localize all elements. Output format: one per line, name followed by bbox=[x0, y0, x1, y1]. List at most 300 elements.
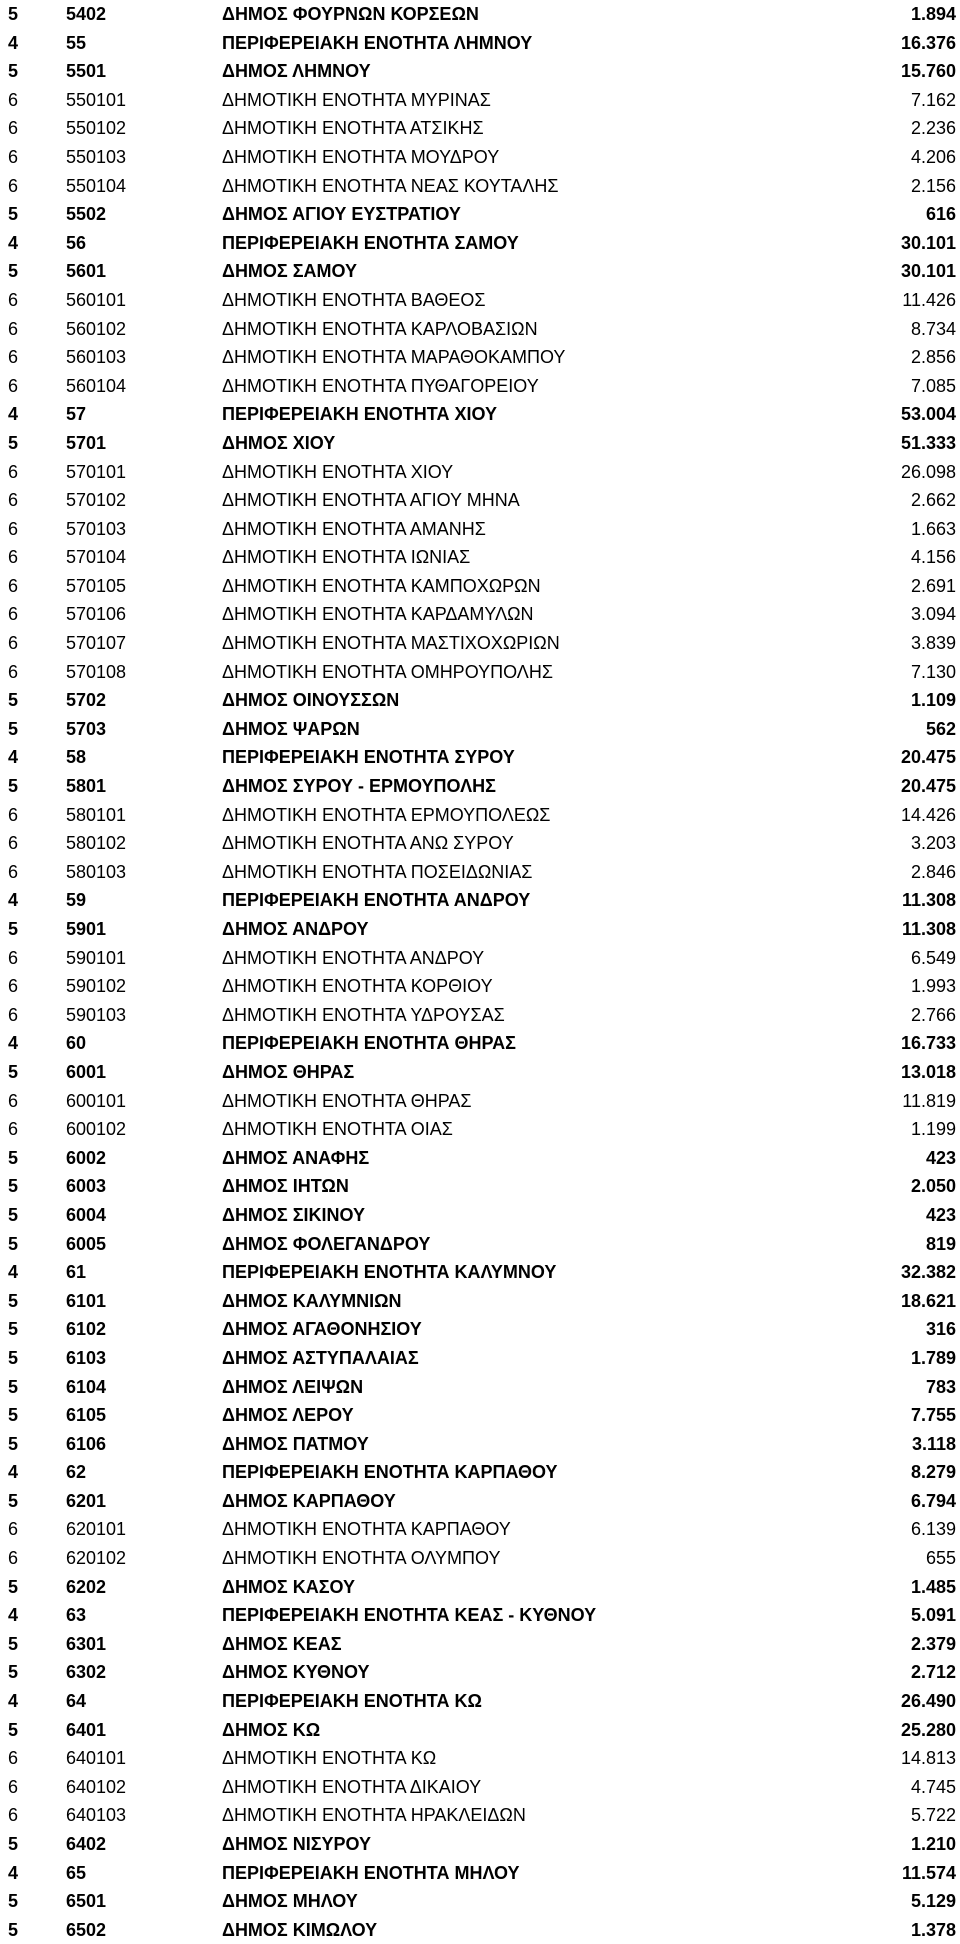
table-row bbox=[0, 1430, 960, 1459]
level-cell: 4 bbox=[8, 1262, 19, 1283]
code-cell: 6402 bbox=[66, 1834, 107, 1854]
table-row bbox=[0, 257, 960, 286]
code-cell: 5701 bbox=[66, 432, 107, 453]
level-cell: 5 bbox=[8, 1891, 19, 1912]
value-cell: 13.018 bbox=[900, 1061, 956, 1082]
value-cell: 1.663 bbox=[910, 518, 956, 539]
level-cell: 5 bbox=[8, 1919, 19, 1940]
code-cell: 590101 bbox=[66, 947, 127, 968]
level-cell: 4 bbox=[8, 1605, 19, 1626]
value-cell: 3.094 bbox=[910, 604, 956, 625]
code-cell: 6105 bbox=[66, 1405, 107, 1426]
code-cell: 5402 bbox=[66, 4, 107, 24]
table-row bbox=[0, 1029, 960, 1058]
value-cell: 5.722 bbox=[910, 1805, 956, 1826]
value-cell: 7.130 bbox=[910, 661, 956, 682]
value-cell: 2.236 bbox=[910, 118, 956, 139]
table-row bbox=[0, 1573, 960, 1602]
name-cell: ΔΗΜΟΣ ΣΑΜΟΥ bbox=[222, 261, 358, 282]
value-cell: 30.101 bbox=[900, 232, 956, 253]
value-cell: 1.109 bbox=[910, 690, 956, 711]
name-cell: ΠΕΡΙΦΕΡΕΙΑΚΗ ΕΝΟΤΗΤΑ ΣΑΜΟΥ bbox=[222, 232, 519, 253]
name-cell: ΔΗΜΟΣ ΜΗΛΟΥ bbox=[222, 1891, 358, 1912]
table-row bbox=[0, 600, 960, 629]
code-cell: 550103 bbox=[66, 146, 127, 167]
level-cell: 5 bbox=[8, 1576, 19, 1597]
name-cell: ΔΗΜΟΣ ΘΗΡΑΣ bbox=[222, 1061, 355, 1082]
name-cell: ΔΗΜΟΤΙΚΗ ΕΝΟΤΗΤΑ ΒΑΘΕΟΣ bbox=[222, 289, 486, 310]
level-cell: 6 bbox=[8, 861, 19, 882]
name-cell: ΔΗΜΟΣ ΨΑΡΩΝ bbox=[222, 718, 360, 739]
value-cell: 2.379 bbox=[910, 1633, 956, 1654]
code-cell: 6102 bbox=[66, 1319, 107, 1340]
table-row bbox=[0, 1001, 960, 1030]
code-cell: 570104 bbox=[66, 547, 127, 568]
name-cell: ΔΗΜΟΣ ΑΝΔΡΟΥ bbox=[222, 919, 369, 939]
level-cell: 6 bbox=[8, 661, 19, 682]
table-row bbox=[0, 1687, 960, 1716]
level-cell: 5 bbox=[8, 1490, 19, 1511]
code-cell: 61 bbox=[66, 1262, 87, 1283]
value-cell: 1.210 bbox=[910, 1834, 956, 1854]
value-cell: 2.691 bbox=[910, 575, 956, 596]
level-cell: 5 bbox=[8, 1347, 19, 1368]
code-cell: 5501 bbox=[66, 61, 107, 82]
code-cell: 640102 bbox=[66, 1776, 127, 1797]
value-cell: 20.475 bbox=[900, 747, 956, 768]
name-cell: ΔΗΜΟΣ ΠΑΤΜΟΥ bbox=[222, 1433, 369, 1454]
value-cell: 11.308 bbox=[901, 890, 956, 911]
table-row bbox=[0, 1630, 960, 1659]
table-row bbox=[0, 0, 960, 29]
code-cell: 5601 bbox=[66, 261, 107, 282]
code-cell: 62 bbox=[66, 1462, 87, 1483]
name-cell: ΔΗΜΟΤΙΚΗ ΕΝΟΤΗΤΑ ΚΑΡΔΑΜΥΛΩΝ bbox=[222, 604, 534, 625]
table-row bbox=[0, 200, 960, 229]
name-cell: ΔΗΜΟΤΙΚΗ ΕΝΟΤΗΤΑ ΧΙΟΥ bbox=[222, 461, 454, 482]
code-cell: 56 bbox=[66, 232, 87, 253]
value-cell: 4.745 bbox=[910, 1776, 956, 1797]
table-row bbox=[0, 1887, 960, 1916]
value-cell: 5.129 bbox=[910, 1891, 956, 1912]
name-cell: ΠΕΡΙΦΕΡΕΙΑΚΗ ΕΝΟΤΗΤΑ ΚΕΑΣ - ΚΥΘΝΟΥ bbox=[222, 1605, 597, 1626]
value-cell: 1.378 bbox=[910, 1919, 956, 1940]
level-cell: 5 bbox=[8, 1061, 19, 1082]
table-row bbox=[0, 772, 960, 801]
table-row bbox=[0, 400, 960, 429]
table-row bbox=[0, 1115, 960, 1144]
table-row bbox=[0, 372, 960, 401]
name-cell: ΔΗΜΟΤΙΚΗ ΕΝΟΤΗΤΑ ΚΟΡΘΙΟΥ bbox=[222, 976, 493, 997]
level-cell: 6 bbox=[8, 175, 19, 196]
value-cell: 1.485 bbox=[910, 1576, 956, 1597]
table-row bbox=[0, 1487, 960, 1516]
level-cell: 5 bbox=[8, 1319, 19, 1340]
code-cell: 65 bbox=[66, 1862, 87, 1883]
value-cell: 16.733 bbox=[900, 1033, 956, 1054]
level-cell: 5 bbox=[8, 1662, 19, 1683]
name-cell: ΠΕΡΙΦΕΡΕΙΑΚΗ ΕΝΟΤΗΤΑ ΣΥΡΟΥ bbox=[222, 747, 515, 768]
name-cell: ΔΗΜΟΤΙΚΗ ΕΝΟΤΗΤΑ ΗΡΑΚΛΕΙΔΩΝ bbox=[222, 1805, 526, 1826]
code-cell: 6101 bbox=[66, 1290, 107, 1311]
name-cell: ΔΗΜΟΤΙΚΗ ΕΝΟΤΗΤΑ ΘΗΡΑΣ bbox=[222, 1090, 472, 1111]
name-cell: ΔΗΜΟΣ ΛΕΙΨΩΝ bbox=[222, 1376, 364, 1397]
table-row bbox=[0, 629, 960, 658]
level-cell: 6 bbox=[8, 804, 19, 825]
value-cell: 3.118 bbox=[911, 1433, 956, 1454]
code-cell: 570102 bbox=[66, 490, 127, 511]
level-cell: 6 bbox=[8, 547, 19, 568]
level-cell: 5 bbox=[8, 1633, 19, 1654]
name-cell: ΔΗΜΟΤΙΚΗ ΕΝΟΤΗΤΑ ΟΛΥΜΠΟΥ bbox=[222, 1548, 501, 1569]
name-cell: ΔΗΜΟΤΙΚΗ ΕΝΟΤΗΤΑ ΙΩΝΙΑΣ bbox=[222, 547, 471, 568]
level-cell: 4 bbox=[8, 404, 19, 425]
name-cell: ΔΗΜΟΣ ΟΙΝΟΥΣΣΩΝ bbox=[222, 690, 400, 711]
name-cell: ΔΗΜΟΤΙΚΗ ΕΝΟΤΗΤΑ ΑΝΩ ΣΥΡΟΥ bbox=[222, 833, 514, 854]
level-cell: 5 bbox=[8, 776, 19, 797]
value-cell: 616 bbox=[925, 204, 956, 225]
level-cell: 4 bbox=[8, 747, 19, 768]
level-cell: 5 bbox=[8, 1290, 19, 1311]
table-row bbox=[0, 1172, 960, 1201]
name-cell: ΔΗΜΟΤΙΚΗ ΕΝΟΤΗΤΑ ΔΙΚΑΙΟΥ bbox=[222, 1776, 482, 1797]
level-cell: 6 bbox=[8, 1090, 19, 1111]
level-cell: 5 bbox=[8, 432, 19, 453]
name-cell: ΔΗΜΟΤΙΚΗ ΕΝΟΤΗΤΑ ΥΔΡΟΥΣΑΣ bbox=[222, 1004, 505, 1025]
name-cell: ΠΕΡΙΦΕΡΕΙΑΚΗ ΕΝΟΤΗΤΑ ΚΑΡΠΑΘΟΥ bbox=[222, 1462, 558, 1483]
table-row bbox=[0, 1544, 960, 1573]
code-cell: 580102 bbox=[66, 833, 127, 854]
code-cell: 570101 bbox=[66, 461, 127, 482]
name-cell: ΔΗΜΟΤΙΚΗ ΕΝΟΤΗΤΑ ΚΑΜΠΟΧΩΡΩΝ bbox=[222, 575, 541, 596]
value-cell: 4.156 bbox=[910, 547, 956, 568]
table-row bbox=[0, 686, 960, 715]
level-cell: 5 bbox=[8, 1176, 19, 1197]
value-cell: 2.156 bbox=[910, 175, 956, 196]
code-cell: 6103 bbox=[66, 1347, 107, 1368]
level-cell: 6 bbox=[8, 833, 19, 854]
name-cell: ΔΗΜΟΤΙΚΗ ΕΝΟΤΗΤΑ ΑΤΣΙΚΗΣ bbox=[222, 118, 484, 139]
value-cell: 2.856 bbox=[910, 347, 956, 368]
level-cell: 6 bbox=[8, 604, 19, 625]
code-cell: 5801 bbox=[66, 776, 107, 797]
level-cell: 6 bbox=[8, 89, 19, 110]
table-row bbox=[0, 486, 960, 515]
table-row bbox=[0, 1716, 960, 1745]
value-cell: 423 bbox=[925, 1204, 956, 1225]
table-row bbox=[0, 1258, 960, 1287]
table-row bbox=[0, 343, 960, 372]
table-row bbox=[0, 572, 960, 601]
name-cell: ΔΗΜΟΣ ΑΓΑΘΟΝΗΣΙΟΥ bbox=[222, 1319, 422, 1340]
table-row bbox=[0, 1601, 960, 1630]
code-cell: 6401 bbox=[66, 1719, 107, 1740]
code-cell: 570108 bbox=[66, 661, 127, 682]
name-cell: ΠΕΡΙΦΕΡΕΙΑΚΗ ΕΝΟΤΗΤΑ ΚΑΛΥΜΝΟΥ bbox=[222, 1262, 557, 1283]
level-cell: 6 bbox=[8, 976, 19, 997]
table-row bbox=[0, 715, 960, 744]
table-row bbox=[0, 1744, 960, 1773]
code-cell: 620102 bbox=[66, 1548, 127, 1569]
value-cell: 655 bbox=[925, 1548, 956, 1569]
level-cell: 5 bbox=[8, 1233, 19, 1254]
level-cell: 6 bbox=[8, 633, 19, 654]
table-row bbox=[0, 1658, 960, 1687]
code-cell: 600102 bbox=[66, 1119, 127, 1140]
name-cell: ΔΗΜΟΤΙΚΗ ΕΝΟΤΗΤΑ ΜΟΥΔΡΟΥ bbox=[222, 146, 500, 167]
value-cell: 53.004 bbox=[900, 404, 956, 425]
code-cell: 6106 bbox=[66, 1433, 107, 1454]
table-row bbox=[0, 743, 960, 772]
table-row bbox=[0, 915, 960, 944]
value-cell: 562 bbox=[925, 718, 956, 739]
table-row bbox=[0, 543, 960, 572]
code-cell: 590102 bbox=[66, 976, 127, 997]
code-cell: 6502 bbox=[66, 1919, 107, 1940]
name-cell: ΔΗΜΟΣ ΚΑΣΟΥ bbox=[222, 1576, 356, 1597]
level-cell: 4 bbox=[8, 1691, 19, 1712]
table-row bbox=[0, 1916, 960, 1944]
name-cell: ΔΗΜΟΤΙΚΗ ΕΝΟΤΗΤΑ ΝΕΑΣ ΚΟΥΤΑΛΗΣ bbox=[222, 175, 559, 196]
name-cell: ΔΗΜΟΤΙΚΗ ΕΝΟΤΗΤΑ ΑΝΔΡΟΥ bbox=[222, 947, 485, 968]
value-cell: 783 bbox=[925, 1376, 956, 1397]
name-cell: ΔΗΜΟΤΙΚΗ ΕΝΟΤΗΤΑ ΜΑΡΑΘΟΚΑΜΠΟΥ bbox=[222, 347, 566, 368]
table-row bbox=[0, 972, 960, 1001]
value-cell: 3.839 bbox=[910, 633, 956, 654]
level-cell: 5 bbox=[8, 1376, 19, 1397]
level-cell: 4 bbox=[8, 1033, 19, 1054]
table-row bbox=[0, 458, 960, 487]
code-cell: 640101 bbox=[66, 1748, 127, 1769]
table-row bbox=[0, 1373, 960, 1402]
name-cell: ΔΗΜΟΤΙΚΗ ΕΝΟΤΗΤΑ ΜΥΡΙΝΑΣ bbox=[222, 89, 491, 110]
code-cell: 58 bbox=[66, 747, 87, 768]
level-cell: 6 bbox=[8, 1748, 19, 1769]
table-row bbox=[0, 1144, 960, 1173]
table-row bbox=[0, 1087, 960, 1116]
value-cell: 7.162 bbox=[910, 89, 956, 110]
value-cell: 7.755 bbox=[910, 1405, 956, 1426]
table-row bbox=[0, 86, 960, 115]
table-row bbox=[0, 1859, 960, 1888]
value-cell: 20.475 bbox=[900, 776, 956, 797]
level-cell: 4 bbox=[8, 1462, 19, 1483]
name-cell: ΔΗΜΟΤΙΚΗ ΕΝΟΤΗΤΑ ΕΡΜΟΥΠΟΛΕΩΣ bbox=[222, 804, 551, 825]
name-cell: ΔΗΜΟΣ ΑΓΙΟΥ ΕΥΣΤΡΑΤΙΟΥ bbox=[222, 204, 461, 225]
name-cell: ΔΗΜΟΣ ΚΥΘΝΟΥ bbox=[222, 1662, 370, 1683]
code-cell: 590103 bbox=[66, 1004, 127, 1025]
level-cell: 6 bbox=[8, 490, 19, 511]
name-cell: ΔΗΜΟΤΙΚΗ ΕΝΟΤΗΤΑ ΑΜΑΝΗΣ bbox=[222, 518, 486, 539]
value-cell: 2.050 bbox=[910, 1176, 956, 1197]
value-cell: 6.794 bbox=[910, 1490, 956, 1511]
name-cell: ΔΗΜΟΣ ΝΙΣΥΡΟΥ bbox=[222, 1834, 372, 1854]
code-cell: 6104 bbox=[66, 1376, 107, 1397]
level-cell: 5 bbox=[8, 919, 19, 939]
name-cell: ΔΗΜΟΣ ΚΙΜΩΛΟΥ bbox=[222, 1919, 378, 1940]
value-cell: 26.490 bbox=[900, 1691, 956, 1712]
code-cell: 5702 bbox=[66, 690, 107, 711]
table-row bbox=[0, 114, 960, 143]
code-cell: 570105 bbox=[66, 575, 127, 596]
code-cell: 600101 bbox=[66, 1090, 127, 1111]
name-cell: ΔΗΜΟΤΙΚΗ ΕΝΟΤΗΤΑ ΠΟΣΕΙΔΩΝΙΑΣ bbox=[222, 861, 533, 882]
code-cell: 5901 bbox=[66, 919, 107, 939]
table-row bbox=[0, 57, 960, 86]
table-row bbox=[0, 229, 960, 258]
code-cell: 6302 bbox=[66, 1662, 107, 1683]
value-cell: 32.382 bbox=[900, 1262, 956, 1283]
value-cell: 819 bbox=[925, 1233, 956, 1254]
name-cell: ΔΗΜΟΣ ΑΣΤΥΠΑΛΑΙΑΣ bbox=[222, 1347, 419, 1368]
level-cell: 6 bbox=[8, 1519, 19, 1540]
value-cell: 3.203 bbox=[910, 833, 956, 854]
table-row bbox=[0, 858, 960, 887]
level-cell: 6 bbox=[8, 575, 19, 596]
code-cell: 580103 bbox=[66, 861, 127, 882]
value-cell: 4.206 bbox=[910, 146, 956, 167]
code-cell: 60 bbox=[66, 1033, 87, 1054]
level-cell: 6 bbox=[8, 1805, 19, 1826]
name-cell: ΔΗΜΟΣ ΚΩ bbox=[222, 1719, 321, 1740]
code-cell: 560103 bbox=[66, 347, 127, 368]
name-cell: ΠΕΡΙΦΕΡΕΙΑΚΗ ΕΝΟΤΗΤΑ ΛΗΜΝΟΥ bbox=[222, 32, 533, 53]
code-cell: 6003 bbox=[66, 1176, 107, 1197]
value-cell: 8.734 bbox=[910, 318, 956, 339]
name-cell: ΠΕΡΙΦΕΡΕΙΑΚΗ ΕΝΟΤΗΤΑ ΧΙΟΥ bbox=[222, 404, 497, 425]
value-cell: 15.760 bbox=[900, 61, 956, 82]
code-cell: 59 bbox=[66, 890, 87, 911]
table-row bbox=[0, 1344, 960, 1373]
name-cell: ΔΗΜΟΣ ΦΟΥΡΝΩΝ ΚΟΡΣΕΩΝ bbox=[222, 4, 479, 24]
name-cell: ΔΗΜΟΣ ΧΙΟΥ bbox=[222, 432, 336, 453]
table-row bbox=[0, 658, 960, 687]
value-cell: 6.139 bbox=[910, 1519, 956, 1540]
table-row bbox=[0, 1515, 960, 1544]
table-row bbox=[0, 1058, 960, 1087]
code-cell: 560104 bbox=[66, 375, 127, 396]
name-cell: ΔΗΜΟΤΙΚΗ ΕΝΟΤΗΤΑ ΠΥΘΑΓΟΡΕΙΟΥ bbox=[222, 375, 539, 396]
code-cell: 57 bbox=[66, 404, 87, 425]
level-cell: 5 bbox=[8, 204, 19, 225]
code-cell: 6005 bbox=[66, 1233, 107, 1254]
code-cell: 63 bbox=[66, 1605, 87, 1626]
value-cell: 11.426 bbox=[902, 289, 956, 310]
code-cell: 64 bbox=[66, 1691, 87, 1712]
name-cell: ΔΗΜΟΣ ΚΑΡΠΑΘΟΥ bbox=[222, 1490, 396, 1511]
code-cell: 620101 bbox=[66, 1519, 127, 1540]
level-cell: 5 bbox=[8, 1433, 19, 1454]
code-cell: 6002 bbox=[66, 1147, 107, 1168]
value-cell: 1.199 bbox=[910, 1119, 956, 1140]
table-row bbox=[0, 1801, 960, 1830]
table-row bbox=[0, 1201, 960, 1230]
table-row bbox=[0, 801, 960, 830]
level-cell: 5 bbox=[8, 1405, 19, 1426]
level-cell: 4 bbox=[8, 32, 19, 53]
value-cell: 7.085 bbox=[910, 375, 956, 396]
code-cell: 560102 bbox=[66, 318, 127, 339]
table-row bbox=[0, 143, 960, 172]
table-row bbox=[0, 1315, 960, 1344]
value-cell: 51.333 bbox=[900, 432, 956, 453]
level-cell: 4 bbox=[8, 232, 19, 253]
level-cell: 6 bbox=[8, 347, 19, 368]
name-cell: ΔΗΜΟΣ ΣΥΡΟΥ - ΕΡΜΟΥΠΟΛΗΣ bbox=[222, 776, 496, 797]
code-cell: 550101 bbox=[66, 89, 127, 110]
table-row bbox=[0, 1401, 960, 1430]
value-cell: 8.279 bbox=[910, 1462, 956, 1483]
value-cell: 2.766 bbox=[910, 1004, 956, 1025]
table-row bbox=[0, 1287, 960, 1316]
table-row bbox=[0, 944, 960, 973]
value-cell: 2.712 bbox=[910, 1662, 956, 1683]
level-cell: 6 bbox=[8, 146, 19, 167]
code-cell: 6202 bbox=[66, 1576, 107, 1597]
code-cell: 6201 bbox=[66, 1490, 107, 1511]
code-cell: 560101 bbox=[66, 289, 127, 310]
level-cell: 5 bbox=[8, 1834, 19, 1854]
level-cell: 6 bbox=[8, 118, 19, 139]
name-cell: ΔΗΜΟΤΙΚΗ ΕΝΟΤΗΤΑ ΚΩ bbox=[222, 1748, 437, 1769]
code-cell: 570106 bbox=[66, 604, 127, 625]
name-cell: ΠΕΡΙΦΕΡΕΙΑΚΗ ΕΝΟΤΗΤΑ ΘΗΡΑΣ bbox=[222, 1033, 516, 1054]
value-cell: 316 bbox=[925, 1319, 956, 1340]
code-cell: 640103 bbox=[66, 1805, 127, 1826]
level-cell: 5 bbox=[8, 718, 19, 739]
name-cell: ΔΗΜΟΣ ΙΗΤΩΝ bbox=[222, 1176, 349, 1197]
value-cell: 6.549 bbox=[910, 947, 956, 968]
name-cell: ΠΕΡΙΦΕΡΕΙΑΚΗ ΕΝΟΤΗΤΑ ΚΩ bbox=[222, 1691, 482, 1712]
name-cell: ΔΗΜΟΣ ΛΗΜΝΟΥ bbox=[222, 61, 371, 82]
value-cell: 1.993 bbox=[910, 976, 956, 997]
code-cell: 55 bbox=[66, 32, 87, 53]
table-row bbox=[0, 172, 960, 201]
level-cell: 5 bbox=[8, 690, 19, 711]
level-cell: 5 bbox=[8, 1719, 19, 1740]
code-cell: 5703 bbox=[66, 718, 107, 739]
value-cell: 14.426 bbox=[900, 804, 956, 825]
value-cell: 26.098 bbox=[900, 461, 956, 482]
code-cell: 570103 bbox=[66, 518, 127, 539]
value-cell: 423 bbox=[925, 1147, 956, 1168]
level-cell: 5 bbox=[8, 4, 19, 24]
level-cell: 6 bbox=[8, 518, 19, 539]
table-row bbox=[0, 286, 960, 315]
table-row bbox=[0, 315, 960, 344]
table-row bbox=[0, 1830, 960, 1859]
level-cell: 6 bbox=[8, 289, 19, 310]
table-row bbox=[0, 515, 960, 544]
level-cell: 5 bbox=[8, 1204, 19, 1225]
code-cell: 550102 bbox=[66, 118, 127, 139]
code-cell: 6004 bbox=[66, 1204, 107, 1225]
level-cell: 6 bbox=[8, 375, 19, 396]
level-cell: 6 bbox=[8, 947, 19, 968]
level-cell: 6 bbox=[8, 1548, 19, 1569]
name-cell: ΔΗΜΟΤΙΚΗ ΕΝΟΤΗΤΑ ΚΑΡΠΑΘΟΥ bbox=[222, 1519, 511, 1540]
name-cell: ΔΗΜΟΤΙΚΗ ΕΝΟΤΗΤΑ ΑΓΙΟΥ ΜΗΝΑ bbox=[222, 490, 520, 511]
level-cell: 6 bbox=[8, 1776, 19, 1797]
name-cell: ΔΗΜΟΣ ΑΝΑΦΗΣ bbox=[222, 1147, 370, 1168]
code-cell: 6501 bbox=[66, 1891, 107, 1912]
value-cell: 18.621 bbox=[900, 1290, 956, 1311]
level-cell: 6 bbox=[8, 1004, 19, 1025]
code-cell: 6301 bbox=[66, 1633, 107, 1654]
name-cell: ΠΕΡΙΦΕΡΕΙΑΚΗ ΕΝΟΤΗΤΑ ΑΝΔΡΟΥ bbox=[222, 890, 531, 911]
value-cell: 1.789 bbox=[910, 1347, 956, 1368]
code-cell: 5502 bbox=[66, 204, 107, 225]
